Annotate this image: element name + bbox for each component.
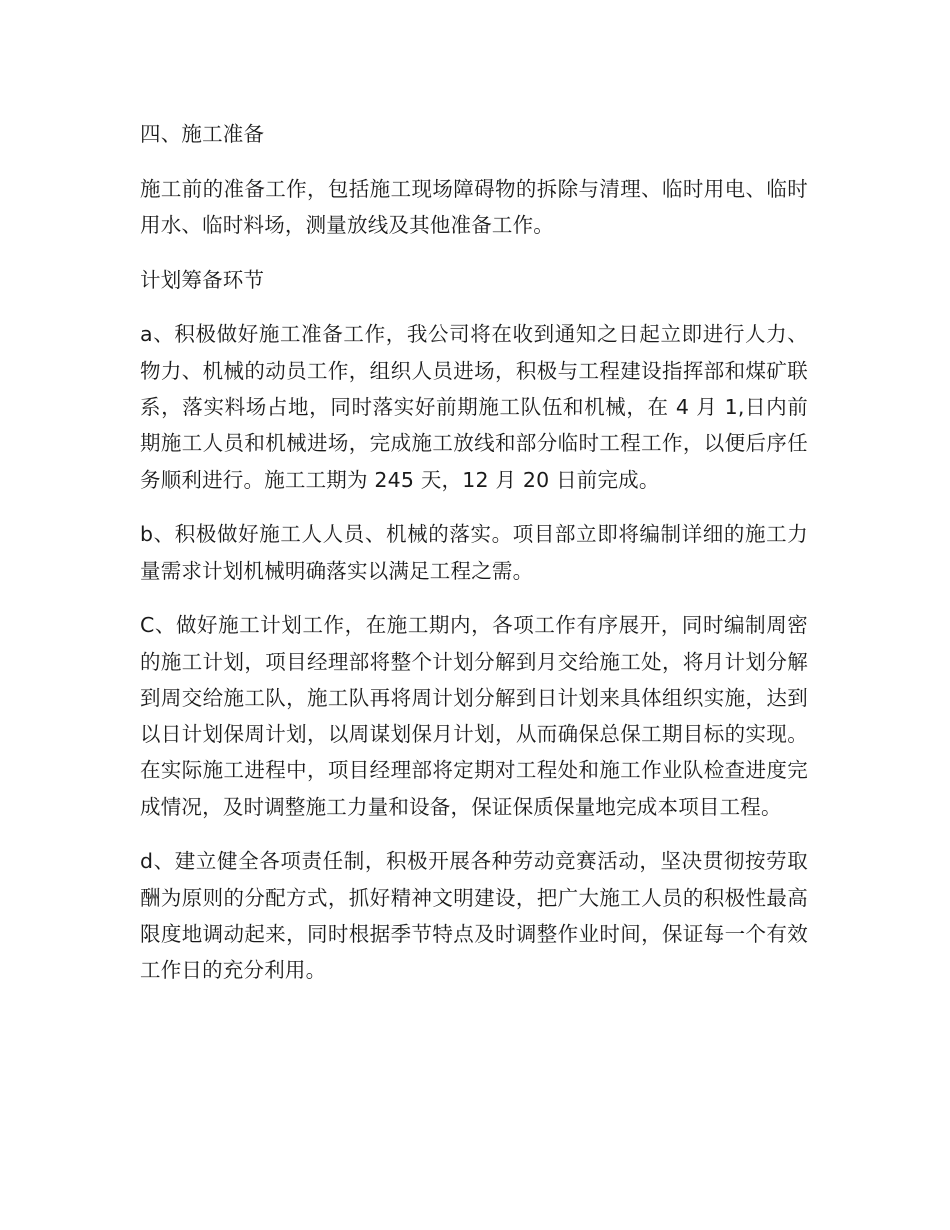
section-heading: 四、施工准备 [140,122,265,146]
list-item-c: C、做好施工计划工作，在施工期内，各项工作有序展开，同时编制周密的施工计划，项目经理部将整个计划分解到月交给施工处，将月计划分解到周交给施工队，施工队再将周计划分解到日计划来具体组织实施，达到以日计划保周计划，以周谋划保月计划，从而确保总保工期目标的实现。在实际施工进程中，项目经理部将定期对工程处和施工作业队检查进度完成情况，及时调整施工力量和设备，保证保质保量地完成本项目工程。 [140,613,808,819]
document-body [140,116,808,1007]
list-item-a: a、积极做好施工准备工作，我公司将在收到通知之日起立即进行人力、物力、机械的动员工作，组织人员进场，积极与工程建设指挥部和煤矿联系，落实料场占地，同时落实好前期施工队伍和机械，在 4 月 1,日内前期施工人员和机械进场，完成施工放线和部分临时工程工作，以便后序任务顺利进行。施工工期为 245 天，12 月 20 日前完成。 [140,322,808,492]
list-item-b: b、积极做好施工人人员、机械的落实。项目部立即将编制详细的施工力量需求计划机械明确落实以满足工程之需。 [140,522,808,583]
intro-paragraph: 施工前的准备工作，包括施工现场障碍物的拆除与清理、临时用电、临时用水、临时料场，测量放线及其他准备工作。 [140,176,808,237]
subsection-heading: 计划筹备环节 [140,267,265,292]
list-item-d: d、建立健全各项责任制，积极开展各种劳动竞赛活动，坚决贯彻按劳取酬为原则的分配方式，抓好精神文明建设，把广大施工人员的积极性最高限度地调动起来，同时根据季节特点及时调整作业时间，保证每一个有效工作日的充分利用。 [140,849,808,983]
